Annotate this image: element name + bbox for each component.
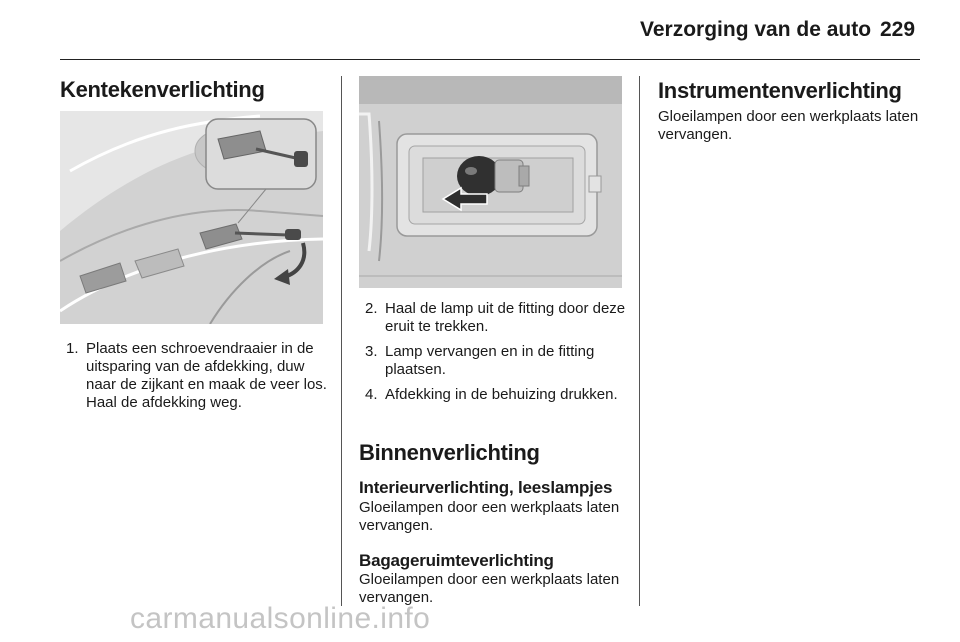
illustration-license-plate-light xyxy=(60,111,323,324)
paragraph-instrumentenverlichting: Gloeilampen door een werkplaats laten vervangen. xyxy=(658,108,919,143)
step-text: Afdekking in de behuizing drukken. xyxy=(385,386,618,403)
list-item xyxy=(359,386,629,404)
header-divider xyxy=(60,59,920,60)
section-heading-kentekenverlichting: Kentekenverlichting xyxy=(60,77,265,102)
column-divider xyxy=(639,76,640,606)
step-number: 3. xyxy=(365,343,378,360)
steps-list-col1 xyxy=(60,340,328,419)
step-number: 4. xyxy=(365,386,378,403)
step-text: Plaats een schroevendraaier in de uitsparing van de afdekking, duw naar de zijkant en maak de veer los. Haal de afdekking weg. xyxy=(86,340,327,411)
paragraph-interieurverlichting: Gloeilampen door een werkplaats laten vervangen. xyxy=(359,499,620,534)
page-header-title: Verzorging van de auto xyxy=(640,18,872,41)
steps-list-col2 xyxy=(359,300,629,411)
illustration-bulb-removal xyxy=(359,76,622,288)
list-item xyxy=(359,300,629,336)
list-item xyxy=(60,340,328,412)
step-number: 1. xyxy=(66,340,79,357)
column-divider xyxy=(341,76,342,606)
subheading-interieurverlichting: Interieurverlichting, leeslampjes xyxy=(359,478,613,497)
step-text: Lamp vervangen en in de fitting plaatsen. xyxy=(385,343,595,378)
subheading-bagageruimteverlichting: Bagageruimteverlichting xyxy=(359,551,554,570)
step-number: 2. xyxy=(365,300,378,317)
license-plate-light-illustration xyxy=(60,111,323,324)
step-text: Haal de lamp uit de fitting door deze eruit te trekken. xyxy=(385,300,626,335)
bulb-removal-illustration xyxy=(359,76,622,288)
section-heading-instrumentenverlichting: Instrumentenverlichting xyxy=(658,78,902,103)
watermark: carmanualsonline.info xyxy=(130,602,431,635)
section-heading-binnenverlichting: Binnenverlichting xyxy=(359,440,540,465)
page-number: 229 xyxy=(880,18,916,41)
list-item xyxy=(359,343,629,379)
paragraph-bagageruimteverlichting: Gloeilampen door een werkplaats laten vervangen. xyxy=(359,571,620,606)
